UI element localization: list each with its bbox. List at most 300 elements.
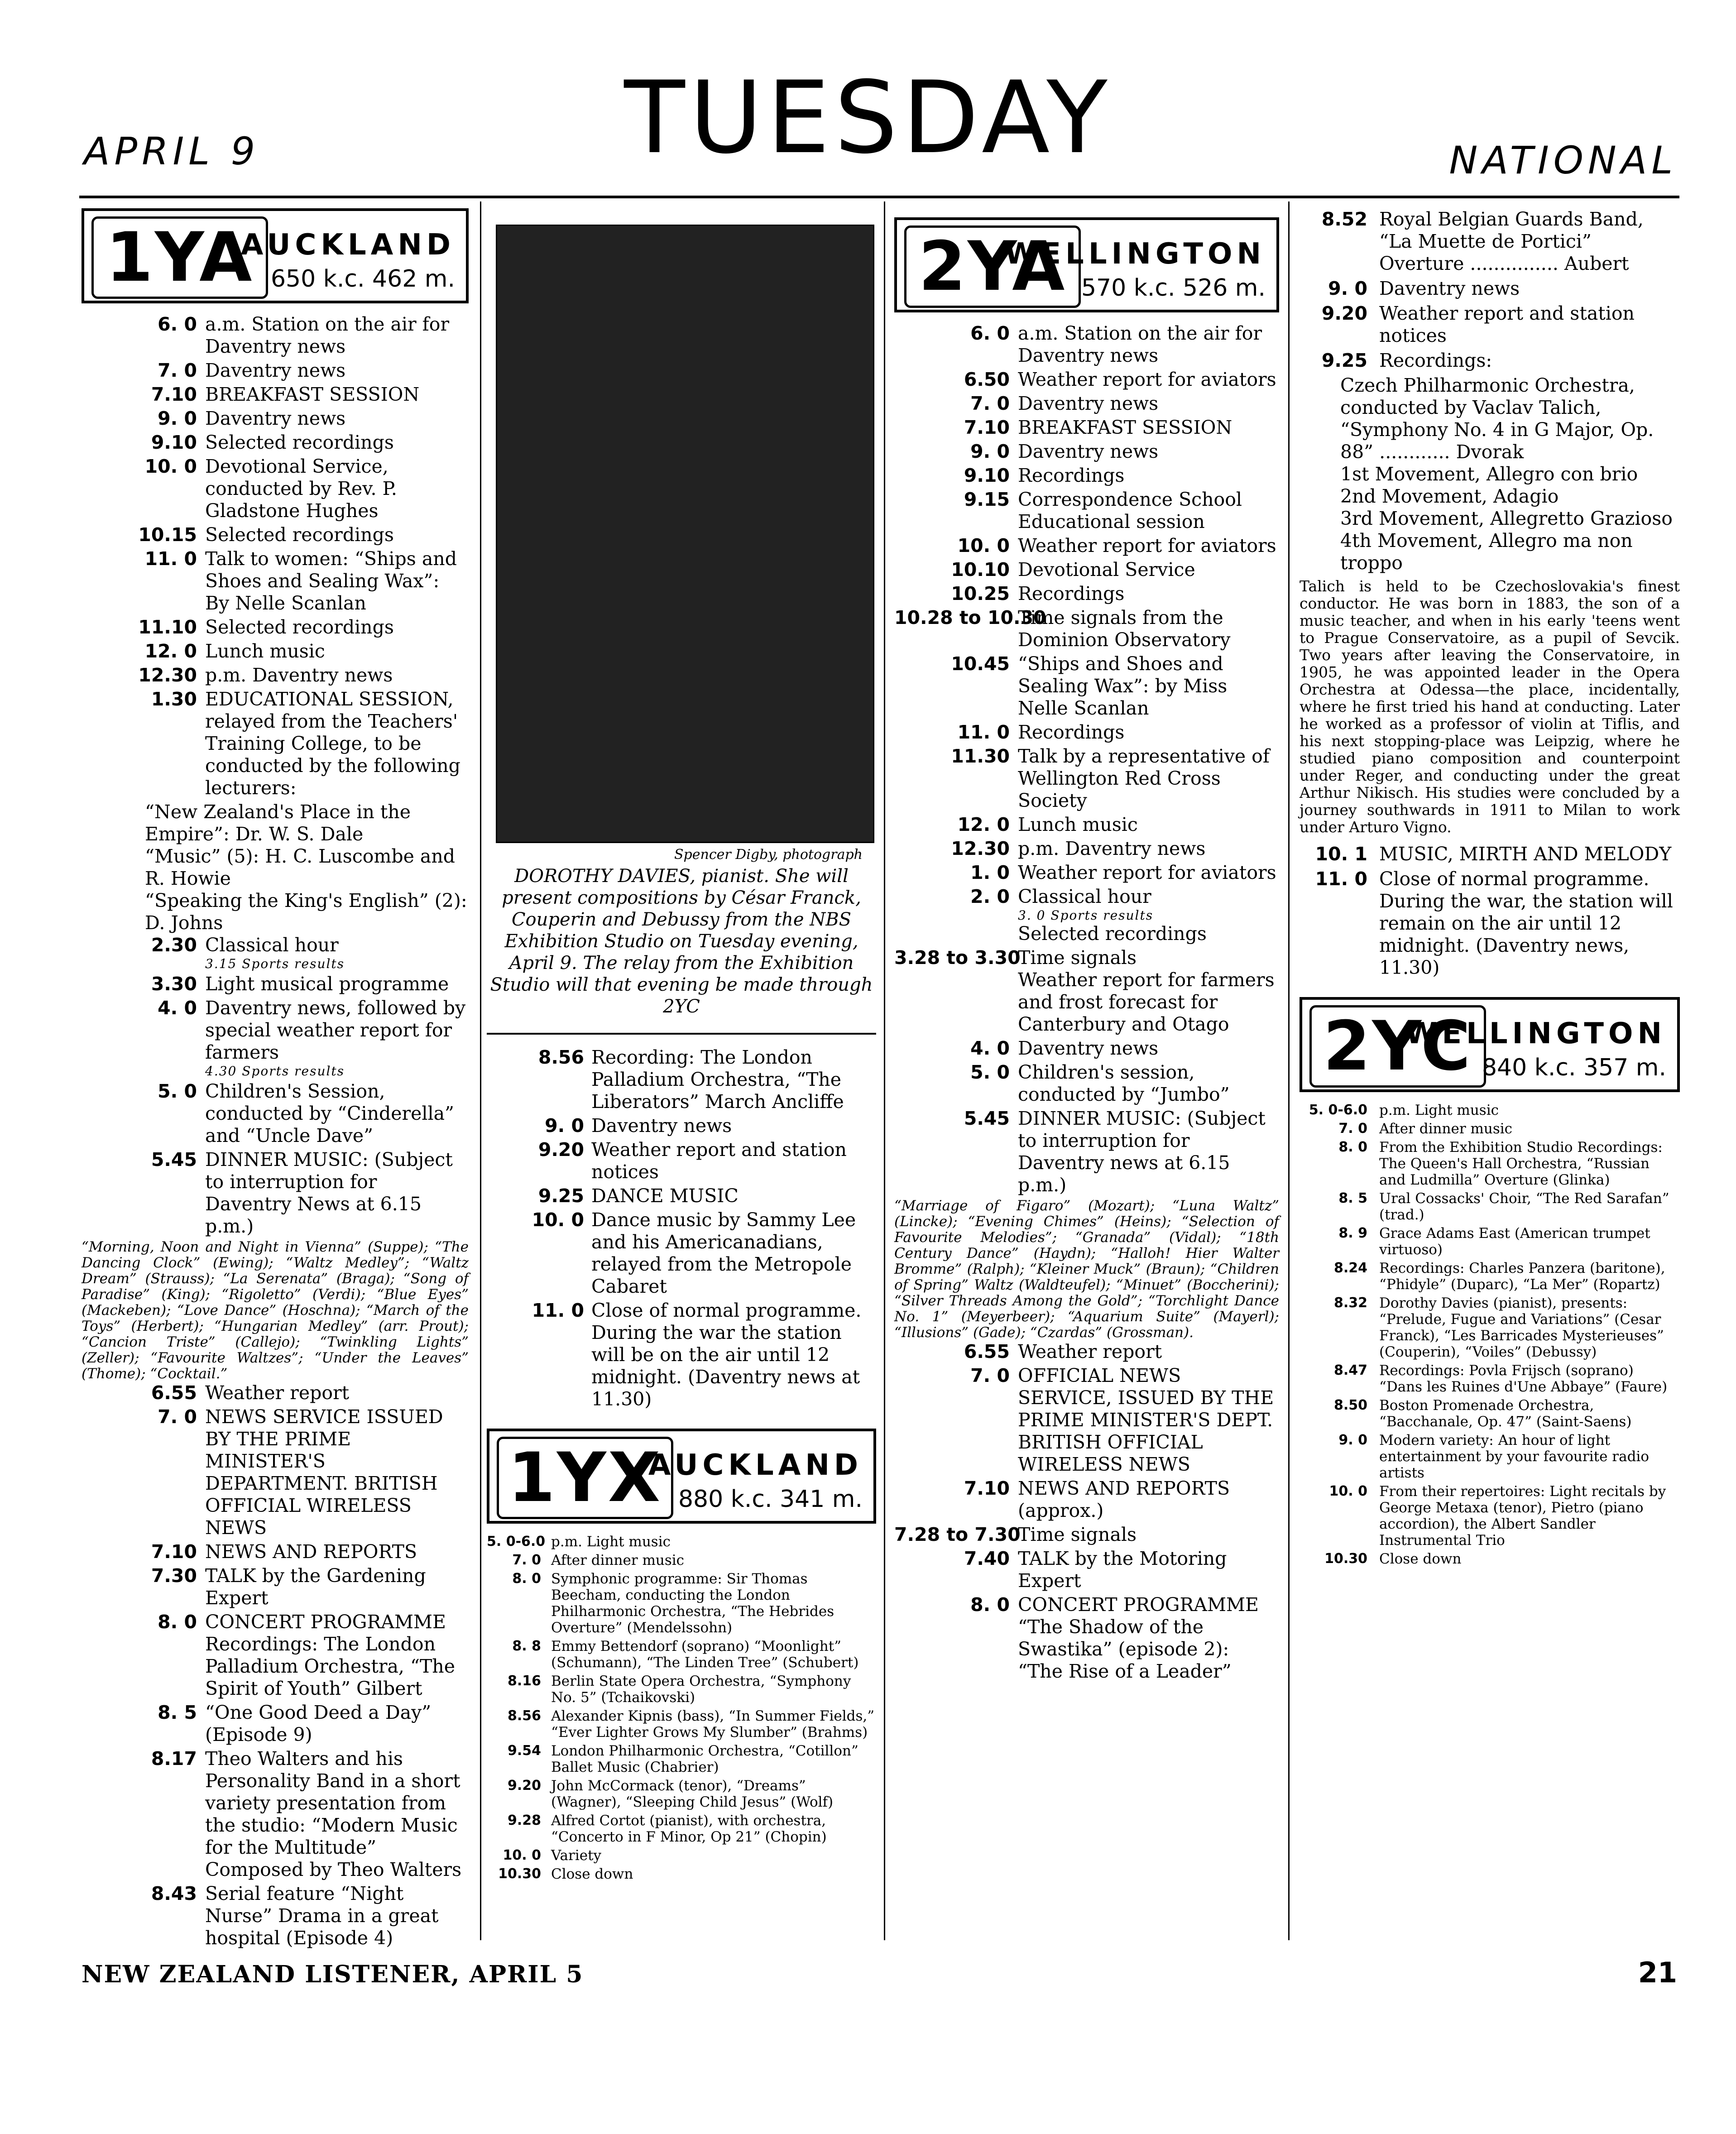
- entry-time: 8. 8: [512, 1638, 541, 1654]
- entry-text: “One Good Deed a Day” (Episode 9): [205, 1702, 432, 1746]
- entry-text: Selected recordings: [205, 616, 394, 638]
- entry-description: [1379, 1397, 1680, 1430]
- entry-time: 8.17: [151, 1748, 197, 1770]
- schedule-entry: [82, 1382, 469, 1404]
- station-logo: 2YC: [1309, 1005, 1486, 1088]
- schedule-entry: [1300, 302, 1680, 347]
- schedule-entry: [82, 1883, 469, 1949]
- entry-description: [1379, 1121, 1680, 1137]
- schedule-entry: [894, 322, 1279, 367]
- entry-text: Ural Cossacks' Choir, “The Red Sarafan” (trad.): [1379, 1190, 1669, 1223]
- entry-text: Recordings: [1018, 583, 1125, 604]
- schedule-entry: [82, 934, 469, 971]
- entry-time: 11. 0: [1315, 868, 1367, 890]
- schedule-entry: [82, 664, 469, 686]
- schedule-entry: [487, 1115, 876, 1137]
- entry-time: 5. 0: [970, 1061, 1010, 1083]
- station-logo: 1YX: [497, 1437, 673, 1519]
- entry-description: [1379, 1551, 1680, 1567]
- schedule-entry: [82, 1406, 469, 1539]
- entry-text: p.m. Daventry news: [1018, 838, 1206, 859]
- entry-description: [551, 1534, 876, 1550]
- entry-description: [1379, 1483, 1680, 1549]
- entry-time: 9.28: [507, 1813, 541, 1828]
- schedule-entry: [894, 393, 1279, 415]
- schedule-entry: [487, 1139, 876, 1183]
- entry-text: Daventry news: [1018, 441, 1159, 462]
- station-logo: 1YA: [91, 216, 268, 299]
- entry-text: London Philharmonic Orchestra, “Cotillon” Ballet Music (Chabrier): [551, 1743, 858, 1775]
- entry-time: 10.30: [1324, 1551, 1367, 1567]
- entry-description: [1018, 1594, 1279, 1683]
- entry-time: 10.10: [951, 559, 1010, 580]
- programme-line: 4th Movement, Allegro ma non troppo: [1340, 530, 1633, 574]
- entry-description: [551, 1866, 876, 1882]
- schedule-entry: [1300, 1362, 1680, 1395]
- page-date: APRIL 9: [84, 129, 260, 173]
- entry-text: OFFICIAL NEWS SERVICE, ISSUED BY THE PRIME MINISTER'S DEPT. BRITISH OFFICIAL WIRELESS NEWS: [1018, 1365, 1274, 1475]
- column-2yc: [1300, 208, 1680, 1569]
- entry-text: Recordings: [1018, 721, 1125, 743]
- entry-time: 1.30: [151, 688, 197, 710]
- entry-description: [205, 1748, 469, 1881]
- entry-text: Recordings:: [1379, 350, 1492, 371]
- entry-description: [205, 616, 469, 638]
- entry-description: [551, 1847, 876, 1864]
- entry-text: NEWS AND REPORTS (approx.): [1018, 1477, 1230, 1521]
- schedule-entry: [894, 1548, 1279, 1592]
- entry-description: [1379, 302, 1680, 347]
- entry-time: 9.10: [964, 465, 1010, 486]
- schedule-entry: [894, 559, 1279, 581]
- entry-text: BREAKFAST SESSION: [205, 384, 420, 405]
- entry-text: Selected recordings: [205, 432, 394, 453]
- entry-time: 6.55: [151, 1382, 197, 1404]
- schedule-entry: [1300, 1102, 1680, 1118]
- entry-text: Recording: The London Palladium Orchestra, “The Liberators” March Ancliffe: [591, 1046, 844, 1113]
- entry-time: 8.56: [538, 1046, 584, 1068]
- schedule-entry: [894, 1365, 1279, 1476]
- schedule-entry: [82, 973, 469, 995]
- station-city: AUCKLAND: [240, 228, 455, 262]
- entry-text: Close of normal programme. During the war the station will be on the air until 12 midnight. (Daventry news at 11.30): [591, 1300, 862, 1410]
- entry-time: 8.50: [1333, 1397, 1367, 1413]
- schedule-entry: [82, 1702, 469, 1746]
- entry-time: 11. 0: [532, 1300, 584, 1321]
- entry-time: 5.45: [964, 1108, 1010, 1129]
- entry-time: 10. 0: [1329, 1483, 1367, 1499]
- entry-description: [1018, 393, 1279, 415]
- schedule-entry: [82, 360, 469, 382]
- entry-text: DINNER MUSIC: (Subject to interruption for Daventry news at 6.15 p.m.): [1018, 1108, 1266, 1196]
- schedule-entry: [487, 1552, 876, 1568]
- entry-text: Weather report for aviators: [1018, 369, 1276, 390]
- schedule-entry: [1300, 278, 1680, 300]
- entry-text: Daventry news: [1018, 1037, 1159, 1059]
- entry-text: Light musical programme: [205, 973, 449, 995]
- entry-text: p.m. Daventry news: [205, 664, 393, 686]
- entry-time: 5. 0-6.0: [1309, 1102, 1367, 1118]
- entry-time: 10. 0: [532, 1209, 584, 1231]
- entry-text: Dance music by Sammy Lee and his Americanadians, relayed from the Metropole Cabaret: [591, 1209, 856, 1297]
- entry-text: Serial feature “Night Nurse” Drama in a great hospital (Episode 4): [205, 1883, 439, 1949]
- entry-description: [1379, 1295, 1680, 1360]
- entry-time: 8. 9: [1338, 1225, 1367, 1241]
- entry-subnote: 4.30 Sports results: [205, 1064, 345, 1079]
- entry-text: NEWS SERVICE ISSUED BY THE PRIME MINISTER'S DEPARTMENT. BRITISH OFFICIAL WIRELESS NEWS: [205, 1406, 443, 1539]
- station-header-2yc: [1300, 997, 1680, 1092]
- entry-time: 9. 0: [1338, 1432, 1367, 1448]
- entry-text: Boston Promenade Orchestra, “Bacchanale, Op. 47” (Saint-Saens): [1379, 1397, 1632, 1430]
- schedule-entry: [487, 1300, 876, 1410]
- entry-description: [1018, 814, 1279, 836]
- entry-time: 9.20: [507, 1778, 541, 1794]
- entry-text: BREAKFAST SESSION: [1018, 417, 1232, 438]
- entry-time: 7. 0: [158, 360, 197, 381]
- entry-description: [1018, 417, 1279, 439]
- schedule-entry: [894, 862, 1279, 884]
- station-frequency: 570 k.c. 526 m.: [1081, 274, 1266, 302]
- entry-time: 8.56: [507, 1708, 541, 1724]
- programme-line: 2nd Movement, Adagio: [1340, 485, 1559, 507]
- entry-time: 9. 0: [1328, 278, 1367, 299]
- schedule-entry: [894, 1108, 1279, 1196]
- entry-time: 9.20: [1321, 302, 1367, 324]
- entry-text: Weather report and station notices: [1379, 302, 1635, 346]
- entry-time: 10.45: [951, 653, 1010, 675]
- entry-description: [1018, 745, 1279, 812]
- entry-description: [1379, 1139, 1680, 1188]
- entry-time: 7.28 to 7.30: [894, 1524, 1021, 1545]
- entry-time: 10.15: [138, 524, 197, 546]
- entry-text: Time signals: [1018, 947, 1137, 969]
- entry-time: 8. 0: [1338, 1139, 1367, 1155]
- schedule-entry: [487, 1185, 876, 1207]
- entry-description: [1018, 559, 1279, 581]
- schedule-entry: [894, 838, 1279, 860]
- schedule-entry: [487, 1638, 876, 1671]
- entry-description: [205, 997, 469, 1079]
- entry-description: [1018, 535, 1279, 557]
- entry-description: [205, 313, 469, 358]
- entry-text: Variety: [551, 1847, 602, 1864]
- entry-description: [205, 1702, 469, 1746]
- schedule-entry: [82, 1748, 469, 1881]
- entry-time: 9. 0: [545, 1115, 584, 1137]
- schedule-entry: [82, 1611, 469, 1700]
- schedule-entry: [1300, 350, 1680, 372]
- entry-time: 12. 0: [144, 640, 197, 662]
- entry-time: 5. 0-6.0: [487, 1534, 546, 1549]
- schedule-entry: [894, 1524, 1279, 1546]
- entry-description: [1379, 350, 1680, 372]
- entry-description: [205, 640, 469, 662]
- dinner-music-list: “Morning, Noon and Night in Vienna” (Suppe); “The Dancing Clock” (Ewing); “Waltz Medley”; “Waltz Dream” (Strauss); “La Serenata” (Braga); “Song of Paradise” (King); “Rigoletto” (Verdi); “Blue Eyes” (Mackeben); “Love Dance” (Hoschna); “March of the Toys” (Herbert); “Hungarian Medley” (arr. Prout); “Cancion Triste” (Callejo); “Twinkling Lights” (Zeller); “Favourite Waltzes”; “Under the Leaves” (Thome); “Cocktail.”: [82, 1239, 469, 1382]
- station-city: WELLINGTON: [1004, 237, 1266, 271]
- schedule-entry: [894, 535, 1279, 557]
- column-divider: [480, 201, 481, 1940]
- entry-description: [205, 1406, 469, 1539]
- schedule-entry: [1300, 1260, 1680, 1293]
- entry-time: 7. 0: [970, 393, 1010, 414]
- entry-description: [1018, 369, 1279, 391]
- entry-description: [205, 1149, 469, 1237]
- entry-time: 9. 0: [970, 441, 1010, 462]
- entry-description: [205, 548, 469, 614]
- column-1ya: [82, 208, 469, 1951]
- schedule-entry: [487, 1209, 876, 1298]
- entry-description: [551, 1638, 876, 1671]
- entry-text: From their repertoires: Light recitals by George Metaxa (tenor), Pietro (piano accordion), the Albert Sandler Instrumental Trio: [1379, 1483, 1666, 1549]
- entry-time: 11. 0: [144, 548, 197, 570]
- schedule-entry: [1300, 843, 1680, 865]
- schedule-entry: [1300, 1139, 1680, 1188]
- entry-time: 5. 0: [158, 1080, 197, 1102]
- schedule-entry: [1300, 1295, 1680, 1360]
- entry-time: 9. 0: [158, 408, 197, 429]
- programme-line: “Speaking the King's English” (2): D. Johns: [145, 890, 467, 934]
- station-frequency: 650 k.c. 462 m.: [270, 265, 455, 293]
- entry-time: 8. 5: [1338, 1190, 1367, 1206]
- entry-time: 9.25: [538, 1185, 584, 1207]
- entry-time: 10.28 to 10.30: [894, 607, 1046, 628]
- station-logo: 2YA: [904, 225, 1081, 308]
- entry-subnote: 3. 0 Sports results: [1018, 908, 1154, 923]
- entry-description: [591, 1185, 876, 1207]
- entry-text: Time signals from the Dominion Observatory: [1018, 607, 1231, 651]
- entry-text: Alexander Kipnis (bass), “In Summer Fields,” “Ever Lighter Grows My Slumber” (Brahms): [551, 1708, 875, 1741]
- entry-description: [1018, 1108, 1279, 1196]
- entry-time: 8. 5: [158, 1702, 197, 1723]
- entry-time: 2.30: [151, 934, 197, 956]
- schedule-entry: [894, 369, 1279, 391]
- entry-description: [205, 664, 469, 686]
- entry-description: [591, 1300, 876, 1410]
- entry-description: [1018, 886, 1279, 945]
- entry-description: [1018, 1548, 1279, 1592]
- entry-description: [1018, 721, 1279, 743]
- entry-text: a.m. Station on the air for Daventry news: [205, 313, 450, 357]
- schedule-entry: [82, 997, 469, 1079]
- entry-time: 4. 0: [970, 1037, 1010, 1059]
- schedule-entry: [487, 1673, 876, 1706]
- entry-description: [1018, 583, 1279, 605]
- entry-description: [591, 1115, 876, 1137]
- entry-time: 7. 0: [158, 1406, 197, 1428]
- schedule-entry: [82, 313, 469, 358]
- schedule-entry: [894, 417, 1279, 439]
- station-frequency: 880 k.c. 341 m.: [678, 1486, 863, 1513]
- column-2ya: [894, 208, 1279, 1684]
- schedule-entry: [487, 1813, 876, 1845]
- entry-text: Lunch music: [1018, 814, 1138, 835]
- entry-description: [1379, 1362, 1680, 1395]
- schedule-entry: [894, 721, 1279, 743]
- entry-text: Selected recordings: [205, 524, 394, 546]
- entry-description: [551, 1743, 876, 1775]
- entry-description: [1018, 607, 1279, 651]
- entry-description: [1379, 1260, 1680, 1293]
- photo-caption: DOROTHY DAVIES, pianist. She will present compositions by César Franck, Couperin and Debussy from the NBS Exhibition Studio on Tuesday evening, April 9. The relay from the Exhibition Studio will that evening be made through 2YC: [490, 866, 873, 1017]
- entry-text: CONCERT PROGRAMME Recordings: The London Palladium Orchestra, “The Spirit of Youth” Gilbert: [205, 1611, 455, 1699]
- entry-text: Weather report for aviators: [1018, 535, 1276, 556]
- entry-description: [1379, 1190, 1680, 1223]
- entry-text: Classical hour: [205, 934, 339, 956]
- entry-text: TALK by the Motoring Expert: [1018, 1548, 1227, 1592]
- entry-description: [591, 1046, 876, 1113]
- entry-text: Emmy Bettendorf (soprano) “Moonlight” (Schumann), “The Linden Tree” (Schubert): [551, 1638, 859, 1671]
- entry-description: [1379, 843, 1680, 865]
- column-divider: [1288, 201, 1290, 1940]
- entry-subtext: Weather report for farmers and frost forecast for Canterbury and Otago: [1018, 969, 1275, 1035]
- entry-text: Dorothy Davies (pianist), presents: “Prelude, Fugue and Variations” (Cesar Franck), “Les Barricades Mysterieuses” (Couperin), “Voiles” (Debussy): [1379, 1295, 1664, 1360]
- programme-line: “New Zealand's Place in the Empire”: Dr. W. S. Dale: [145, 801, 411, 845]
- entry-time: 12. 0: [957, 814, 1010, 835]
- talich-note: Talich is held to be Czechoslovakia's finest conductor. He was born in 1883, the son of a music teacher, and when in his early 'teens went to Prague Conservatoire, as a pupil of Sevcik. Two years after leaving the Conservatoire, in 1905, he was appointed leader in the Opera Orchestra at Odessa—the place, incidentally, where he first tried his hand at conducting. Later he worked as a professor of violin at Tiflis, and his next stopping-place was Leipzig, where he studied piano composition and counterpoint under Reger, and conducting under the great Arthur Nikisch. His studies were concluded by a journey southwards in 1911 to Milan to work under Arturo Vigno.: [1300, 577, 1680, 836]
- network-label: NATIONAL: [1449, 138, 1677, 182]
- entry-time: 10. 0: [503, 1847, 541, 1863]
- entry-text: Correspondence School Educational session: [1018, 489, 1242, 532]
- entry-description: [1379, 278, 1680, 300]
- entry-description: [205, 1382, 469, 1404]
- entry-text: EDUCATIONAL SESSION, relayed from the Teachers' Training College, to be conducted by the following lecturers:: [205, 688, 460, 799]
- station-city: AUCKLAND: [648, 1448, 863, 1482]
- entry-description: [205, 1541, 469, 1563]
- schedule-entry: [1300, 1551, 1680, 1567]
- entry-description: [205, 688, 469, 799]
- schedule-entry: [82, 640, 469, 662]
- entry-description: [1379, 1102, 1680, 1118]
- entry-text: Lunch music: [205, 640, 325, 662]
- schedule-entry: [487, 1847, 876, 1864]
- schedule-entry: [894, 947, 1279, 1036]
- entry-text: After dinner music: [551, 1552, 685, 1568]
- schedule-entry: [82, 1565, 469, 1609]
- entry-text: John McCormack (tenor), “Dreams” (Wagner), “Sleeping Child Jesus” (Wolf): [551, 1778, 834, 1810]
- schedule-entry: [487, 1743, 876, 1775]
- schedule-entry: [894, 1341, 1279, 1363]
- entry-time: 12.30: [951, 838, 1010, 859]
- station-header-1ya: [82, 208, 469, 303]
- entry-text: From the Exhibition Studio Recordings: The Queen's Hall Orchestra, “Russian and Ludmilla” Overture (Glinka): [1379, 1139, 1663, 1188]
- entry-time: 7.40: [964, 1548, 1010, 1569]
- schedule-entry: [1300, 868, 1680, 979]
- entry-description: [1018, 1037, 1279, 1060]
- entry-description: [205, 1611, 469, 1700]
- entry-text: Devotional Service: [1018, 559, 1195, 580]
- column-divider: [884, 201, 885, 1940]
- entry-text: Time signals: [1018, 1524, 1137, 1545]
- entry-description: [551, 1813, 876, 1845]
- entry-text: Recordings: [1018, 465, 1125, 486]
- schedule-entry: [82, 1149, 469, 1237]
- entry-time: 11.30: [951, 745, 1010, 767]
- entry-text: Close down: [1379, 1551, 1462, 1567]
- schedule-entry: [894, 814, 1279, 836]
- entry-description: [1018, 322, 1279, 367]
- entry-text: TALK by the Gardening Expert: [205, 1565, 426, 1609]
- entry-time: 10.25: [951, 583, 1010, 604]
- entry-time: 6.50: [964, 369, 1010, 390]
- schedule-entry: [1300, 1483, 1680, 1549]
- entry-time: 6.55: [964, 1341, 1010, 1362]
- entry-description: [205, 934, 469, 971]
- programme-line: Czech Philharmonic Orchestra, conducted by Vaclav Talich, “Symphony No. 4 in G Major, Op. 88” ............ Dvorak: [1340, 374, 1654, 463]
- programme-line: “Music” (5): H. C. Luscombe and R. Howie: [145, 845, 456, 889]
- entry-time: 9.54: [507, 1743, 541, 1759]
- schedule-entry: [894, 607, 1279, 651]
- publication-footer: NEW ZEALAND LISTENER, APRIL 5: [82, 1961, 584, 1988]
- entry-description: [551, 1708, 876, 1741]
- entry-time: 8. 0: [970, 1594, 1010, 1616]
- entry-time: 8.16: [507, 1673, 541, 1689]
- entry-time: 7. 0: [1338, 1121, 1367, 1137]
- entry-time: 7.30: [151, 1565, 197, 1587]
- entry-description: [205, 1883, 469, 1949]
- entry-time: 9.20: [538, 1139, 584, 1161]
- entry-text: Daventry news: [205, 360, 346, 381]
- entry-text: Weather report: [205, 1382, 350, 1404]
- entry-description: [551, 1571, 876, 1636]
- entry-description: [205, 360, 469, 382]
- entry-description: [205, 524, 469, 546]
- page-number: 21: [1638, 1956, 1677, 1989]
- header-rule: [79, 196, 1679, 198]
- schedule-entry: [894, 583, 1279, 605]
- schedule-entry: [487, 1571, 876, 1636]
- entry-time: 7.10: [964, 417, 1010, 438]
- entry-text: Talk by a representative of Wellington Red Cross Society: [1018, 745, 1270, 811]
- schedule-entry: [894, 441, 1279, 463]
- schedule-entry: [82, 408, 469, 430]
- schedule-entry: [82, 1541, 469, 1563]
- entry-text: MUSIC, MIRTH AND MELODY: [1379, 843, 1672, 865]
- dinner-music-list: “Marriage of Figaro” (Mozart); “Luna Waltz” (Lincke); “Evening Chimes” (Heins); “Selection of Favourite Melodies”; “Granada” (Vidal); “18th Century Dance” (Haydn); “Halloh! Hier Walter Bromme” (Ralph); “Kleiner Muck” (Braun); “Children of Spring” Waltz (Waldteufel); “Minuet” (Boccherini); “Silver Threads Among the Gold”; “Torchlight Dance No. 1” (Meyerbeer); “Aquarium Suite” (Mayerl); “Illusions” (Gade); “Czardas” (Grossman).: [894, 1198, 1279, 1341]
- column-photo-1yx: [487, 208, 876, 1885]
- entry-time: 9.10: [151, 432, 197, 453]
- schedule-entry: [82, 524, 469, 546]
- entry-text: Talk to women: “Ships and Shoes and Sealing Wax”: By Nelle Scanlan: [205, 548, 457, 614]
- entry-text: Daventry news: [1018, 393, 1159, 414]
- entry-description: [1018, 862, 1279, 884]
- entry-time: 7.10: [151, 384, 197, 405]
- entry-text: CONCERT PROGRAMME “The Shadow of the Swastika” (episode 2): “The Rise of a Leader”: [1018, 1594, 1259, 1682]
- entry-time: 10. 1: [1315, 843, 1367, 865]
- schedule-entry: [894, 1477, 1279, 1522]
- entry-text: DANCE MUSIC: [591, 1185, 739, 1207]
- schedule-entry: [82, 432, 469, 454]
- entry-description: [591, 1139, 876, 1183]
- schedule-entry: [82, 548, 469, 614]
- page-title: TUESDAY: [624, 60, 1112, 176]
- entry-description: [1018, 441, 1279, 463]
- schedule-entry: [1300, 1397, 1680, 1430]
- entry-time: 12.30: [138, 664, 197, 686]
- entry-text: Royal Belgian Guards Band, “La Muette de Portici” Overture ............... Aubert: [1379, 208, 1644, 274]
- entry-text: Classical hour: [1018, 886, 1151, 907]
- entry-time: 5.45: [151, 1149, 197, 1170]
- entry-description: [1379, 208, 1680, 275]
- entry-text: Theo Walters and his Personality Band in a short variety presentation from the studio: “Modern Music for the Multitude” Composed by Theo Walters: [205, 1748, 462, 1880]
- entry-description: [1018, 1524, 1279, 1546]
- entry-text: Alfred Cortot (pianist), with orchestra, “Concerto in F Minor, Op 21” (Chopin): [551, 1813, 827, 1845]
- entry-description: [551, 1778, 876, 1810]
- entry-time: 8. 0: [158, 1611, 197, 1633]
- entry-text: Weather report for aviators: [1018, 862, 1276, 883]
- station-city: WELLINGTON: [1405, 1017, 1666, 1050]
- schedule-entry: [487, 1534, 876, 1550]
- entry-description: [205, 456, 469, 522]
